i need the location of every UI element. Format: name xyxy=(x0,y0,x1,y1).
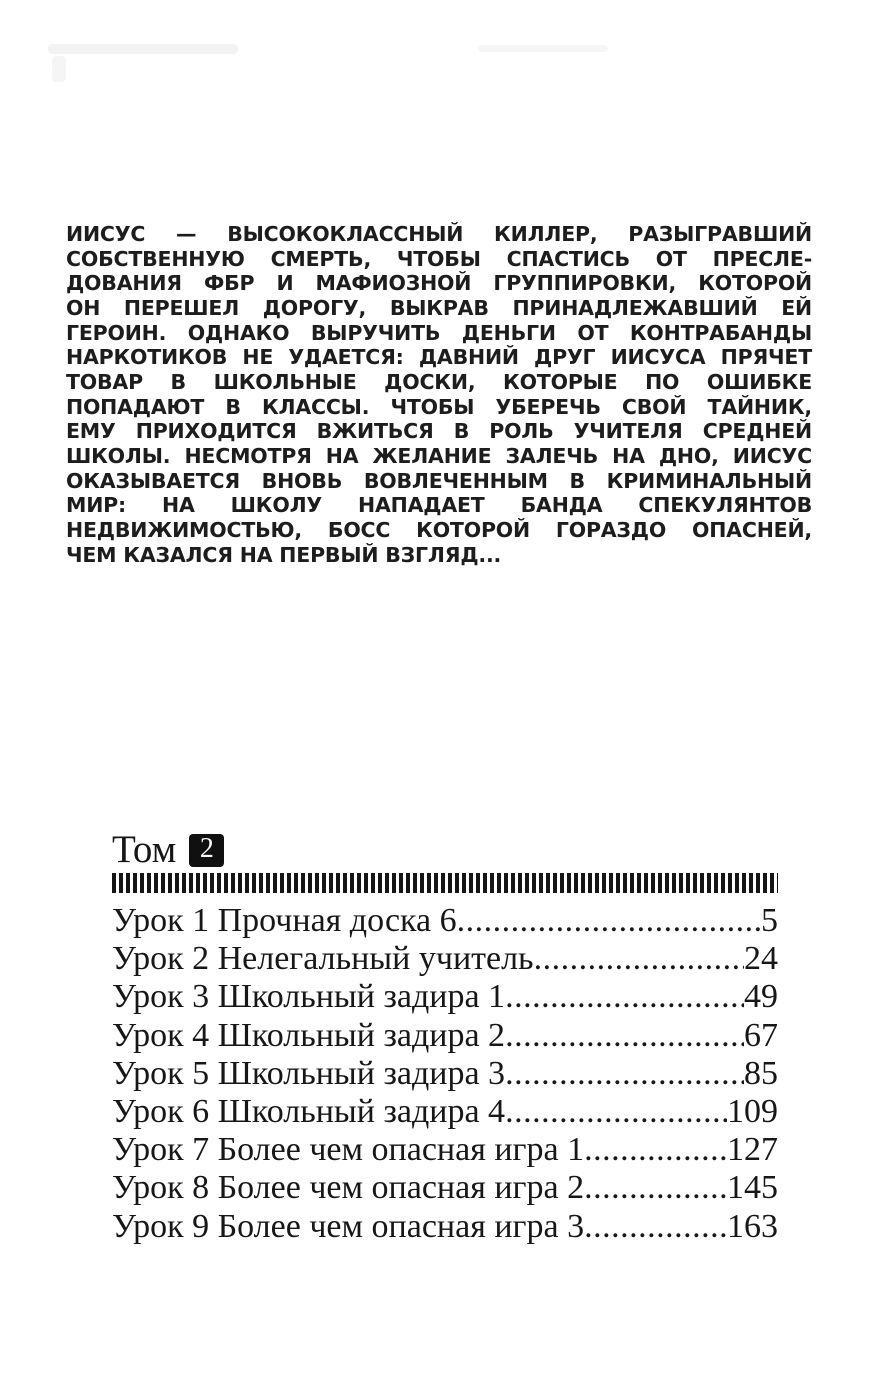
toc-entry-title: Урок 4 Школьный задира 2 xyxy=(112,1016,506,1054)
scan-artifact xyxy=(478,45,608,52)
barcode-divider xyxy=(112,873,778,893)
toc-page-number: 163 xyxy=(727,1207,778,1245)
synopsis-line: ЕМУ ПРИХОДИТСЯ ВЖИТЬСЯ В РОЛЬ УЧИТЕЛЯ СРЕДНЕЙ xyxy=(66,419,812,444)
volume-number-badge: 2 xyxy=(189,834,224,867)
toc-row xyxy=(112,1169,778,1207)
table-of-contents xyxy=(112,830,778,1246)
synopsis-line: НАРКОТИКОВ НЕ УДАЕТСЯ: ДАВНИЙ ДРУГ ИИСУСА ПРЯЧЕТ xyxy=(66,345,812,370)
scan-artifact xyxy=(52,56,66,82)
synopsis-line: ДОВАНИЯ ФБР И МАФИОЗНОЙ ГРУППИРОВКИ, КОТОРОЙ xyxy=(66,271,812,296)
toc-entry-title: Урок 3 Школьный задира 1 xyxy=(112,978,506,1016)
synopsis-line: ПОПАДАЮТ В КЛАССЫ. ЧТОБЫ УБЕРЕЧЬ СВОЙ ТАЙНИК, xyxy=(66,394,812,419)
synopsis-line: ОКАЗЫВАЕТСЯ ВНОВЬ ВОВЛЕЧЕННЫМ В КРИМИНАЛЬНЫЙ xyxy=(66,468,812,493)
toc-page-number: 67 xyxy=(744,1016,778,1054)
toc-entry-title: Урок 6 Школьный задира 4 xyxy=(112,1093,506,1131)
toc-row xyxy=(112,1093,778,1131)
volume-label: Том xyxy=(112,828,177,871)
toc-leader-dots xyxy=(584,1169,727,1207)
synopsis-line: НЕДВИЖИМОСТЬЮ, БОСС КОТОРОЙ ГОРАЗДО ОПАСНЕЙ, xyxy=(66,517,812,542)
toc-row xyxy=(112,978,778,1016)
synopsis-line: ОН ПЕРЕШЕЛ ДОРОГУ, ВЫКРАВ ПРИНАДЛЕЖАВШИЙ ЕЙ xyxy=(66,295,812,320)
synopsis-line: ТОВАР В ШКОЛЬНЫЕ ДОСКИ, КОТОРЫЕ ПО ОШИБКЕ xyxy=(66,369,812,394)
toc-page-number: 24 xyxy=(744,940,778,978)
toc-entry-title: Урок 2 Нелегальный учитель xyxy=(112,940,534,978)
toc-page-number: 127 xyxy=(727,1131,778,1169)
toc-leader-dots xyxy=(534,940,744,978)
toc-entry-list xyxy=(112,902,778,1246)
toc-row xyxy=(112,1208,778,1246)
toc-page-number: 49 xyxy=(744,978,778,1016)
toc-row xyxy=(112,1131,778,1169)
toc-page-number: 85 xyxy=(744,1054,778,1092)
toc-entry-title: Урок 8 Более чем опасная игра 2 xyxy=(112,1169,585,1207)
toc-row xyxy=(112,940,778,978)
synopsis-line: МИР: НА ШКОЛУ НАПАДАЕТ БАНДА СПЕКУЛЯНТОВ xyxy=(66,493,812,518)
toc-page-number: 5 xyxy=(761,902,778,939)
toc-leader-dots xyxy=(584,1208,727,1246)
toc-page-number: 109 xyxy=(727,1093,778,1131)
toc-entry-title: Урок 7 Более чем опасная игра 1 xyxy=(112,1131,585,1169)
toc-entry-title: Урок 9 Более чем опасная игра 3 xyxy=(112,1207,585,1245)
toc-leader-dots xyxy=(505,1055,744,1093)
synopsis-line: ШКОЛЫ. НЕСМОТРЯ НА ЖЕЛАНИЕ ЗАЛЕЧЬ НА ДНО, ИИСУС xyxy=(66,443,812,468)
toc-leader-dots xyxy=(584,1131,727,1169)
synopsis-line: ЧЕМ КАЗАЛСЯ НА ПЕРВЫЙ ВЗГЛЯД... xyxy=(66,542,502,567)
toc-entry-title: Урок 1 Прочная доска 6 xyxy=(112,902,457,939)
synopsis-line: СОБСТВЕННУЮ СМЕРТЬ, ЧТОБЫ СПАСТИСЬ ОТ ПРЕСЛЕ- xyxy=(66,246,812,271)
toc-leader-dots xyxy=(505,1017,744,1055)
toc-row xyxy=(112,1055,778,1093)
toc-row xyxy=(112,902,778,940)
toc-leader-dots xyxy=(505,978,744,1016)
toc-row xyxy=(112,1017,778,1055)
volume-header xyxy=(112,830,778,870)
scan-artifact xyxy=(48,44,238,54)
synopsis-line: ИИСУС — ВЫСОКОКЛАССНЫЙ КИЛЛЕР, РАЗЫГРАВШИЙ xyxy=(66,222,812,246)
toc-entry-title: Урок 5 Школьный задира 3 xyxy=(112,1054,506,1092)
synopsis-line: ГЕРОИН. ОДНАКО ВЫРУЧИТЬ ДЕНЬГИ ОТ КОНТРАБАНДЫ xyxy=(66,320,812,345)
toc-leader-dots xyxy=(457,902,761,940)
toc-page-number: 145 xyxy=(727,1169,778,1207)
toc-leader-dots xyxy=(505,1093,727,1131)
synopsis-paragraph xyxy=(66,222,812,567)
